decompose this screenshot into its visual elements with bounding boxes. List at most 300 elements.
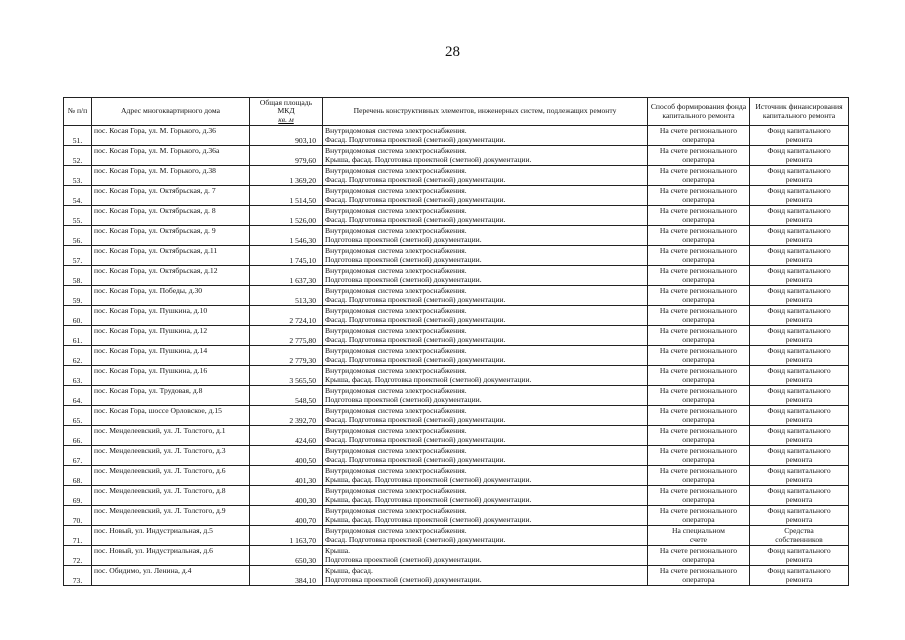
row-address: пос. Косая Гора, ул. Пушкина, д.14 [92,346,250,366]
row-area: 1 637,30 [250,266,323,286]
row-number: 60. [64,306,92,326]
row-works-line-2: Фасад. Подготовка проектной (сметной) документации. [325,135,506,145]
row-fund [648,426,750,446]
row-number: 70. [64,506,92,526]
row-works [323,506,648,526]
row-area: 1 546,30 [250,226,323,246]
row-number: 66. [64,426,92,446]
header-area-unit: кв. м [278,114,294,124]
table-row [64,126,849,146]
row-source-line-1: Фонд капитального [767,466,831,475]
row-fund [648,126,750,146]
row-works-line-1: Внутридомовая система электроснабжения. [325,166,467,175]
row-works-line-1: Внутридомовая система электроснабжения. [325,486,467,495]
row-area: 2 392,70 [250,406,323,426]
row-works-line-2: Фасад. Подготовка проектной (сметной) документации. [325,195,506,205]
row-number: 64. [64,386,92,406]
row-works-line-1: Внутридомовая система электроснабжения. [325,206,467,215]
row-area: 3 565,50 [250,366,323,386]
row-fund-line-1: На счете регионального [659,386,738,395]
row-fund-line-1: На счете регионального [659,306,738,315]
row-source-line-1: Средства [784,526,814,535]
row-source-line-1: Фонд капитального [767,306,831,315]
row-fund [648,306,750,326]
row-area: 979,60 [250,146,323,166]
repair-register-table [63,97,849,586]
row-fund-line-1: На счете регионального [659,346,738,355]
row-area: 401,30 [250,466,323,486]
row-works [323,186,648,206]
row-fund-line-2: оператора [682,355,715,365]
row-source [750,186,849,206]
row-number: 57. [64,246,92,266]
row-fund-line-2: оператора [682,555,715,565]
row-address: пос. Косая Гора, ул. Пушкина, д.12 [92,326,250,346]
row-source-line-2: ремонта [785,135,813,145]
row-area: 548,50 [250,386,323,406]
row-source-line-2: ремонта [785,495,813,505]
row-works [323,386,648,406]
row-area: 1 745,10 [250,246,323,266]
row-works-line-1: Внутридомовая система электроснабжения. [325,446,467,455]
page-number: 28 [445,44,460,60]
row-area: 1 369,20 [250,166,323,186]
row-source [750,486,849,506]
row-source-line-1: Фонд капитального [767,206,831,215]
row-fund-line-2: оператора [682,455,715,465]
table-row [64,386,849,406]
row-number: 56. [64,226,92,246]
table-row [64,546,849,566]
table-row [64,246,849,266]
row-number: 72. [64,546,92,566]
row-number: 52. [64,146,92,166]
row-fund-line-1: На счете регионального [659,486,738,495]
row-source-line-1: Фонд капитального [767,366,831,375]
row-source [750,546,849,566]
row-fund-line-2: оператора [682,475,715,485]
row-works-line-1: Внутридомовая система электроснабжения. [325,346,467,355]
table-row [64,146,849,166]
row-address: пос. Косая Гора, ул. Октябрьская, д. 9 [92,226,250,246]
row-source [750,306,849,326]
row-number: 63. [64,366,92,386]
row-fund-line-2: оператора [682,195,715,205]
row-address: пос. Менделеевский, ул. Л. Толстого, д.9 [92,506,250,526]
row-works [323,146,648,166]
row-area: 400,70 [250,506,323,526]
row-source-line-1: Фонд капитального [767,426,831,435]
row-area: 1 163,70 [250,526,323,546]
row-source-line-1: Фонд капитального [767,326,831,335]
row-works-line-1: Внутридомовая система электроснабжения. [325,146,467,155]
row-fund [648,526,750,546]
row-source-line-2: ремонта [785,235,813,245]
row-works [323,446,648,466]
row-works-line-2: Подготовка проектной (сметной) документации. [325,235,482,245]
row-source [750,566,849,586]
row-number: 65. [64,406,92,426]
row-area: 513,30 [250,286,323,306]
header-fund: Способ формирования фонда капитального ремонта [648,98,750,126]
row-address: пос. Косая Гора, ул. Октябрьская, д. 7 [92,186,250,206]
row-fund [648,146,750,166]
row-works [323,566,648,586]
row-works-line-2: Фасад. Подготовка проектной (сметной) документации. [325,535,506,545]
table-row [64,506,849,526]
row-source [750,366,849,386]
row-area: 1 514,50 [250,186,323,206]
row-area: 2 775,80 [250,326,323,346]
row-fund-line-2: оператора [682,155,715,165]
row-works-line-1: Внутридомовая система электроснабжения. [325,126,467,135]
row-works-line-2: Подготовка проектной (сметной) документации. [325,255,482,265]
table-row [64,366,849,386]
row-works [323,546,648,566]
row-area: 400,30 [250,486,323,506]
row-works-line-1: Внутридомовая система электроснабжения. [325,526,467,535]
row-fund [648,486,750,506]
row-works-line-2: Фасад. Подготовка проектной (сметной) документации. [325,315,506,325]
row-fund-line-1: На счете регионального [659,146,738,155]
row-source [750,346,849,366]
row-source-line-1: Фонд капитального [767,386,831,395]
table-header-row [64,98,849,126]
row-fund-line-1: На счете регионального [659,326,738,335]
row-number: 54. [64,186,92,206]
row-fund-line-1: На счете регионального [659,546,738,555]
row-number: 73. [64,566,92,586]
row-works [323,266,648,286]
row-address: пос. Обидимо, ул. Ленина, д.4 [92,566,250,586]
row-area: 2 779,30 [250,346,323,366]
row-number: 59. [64,286,92,306]
row-works-line-2: Крыша, фасад. Подготовка проектной (сметной) документации. [325,375,532,385]
row-area: 1 526,00 [250,206,323,226]
row-number: 71. [64,526,92,546]
row-works-line-2: Фасад. Подготовка проектной (сметной) документации. [325,175,506,185]
row-source-line-1: Фонд капитального [767,226,831,235]
row-source-line-1: Фонд капитального [767,146,831,155]
row-fund-line-2: оператора [682,375,715,385]
row-works-line-2: Фасад. Подготовка проектной (сметной) документации. [325,415,506,425]
row-number: 67. [64,446,92,466]
row-source [750,286,849,306]
row-fund-line-2: оператора [682,235,715,245]
row-source [750,146,849,166]
header-works: Перечень конструктивных элементов, инженерных систем, подлежащих ремонту [323,98,648,126]
row-address: пос. Косая Гора, ул. М. Горького, д.36а [92,146,250,166]
row-source [750,446,849,466]
row-fund-line-2: оператора [682,435,715,445]
row-works-line-1: Внутридомовая система электроснабжения. [325,326,467,335]
row-works-line-1: Крыша, фасад. [325,566,373,575]
row-works [323,326,648,346]
row-works [323,466,648,486]
row-fund-line-2: оператора [682,135,715,145]
row-source [750,266,849,286]
row-address: пос. Косая Гора, ул. М. Горького, д.38 [92,166,250,186]
row-address: пос. Косая Гора, ул. Октябрьская, д.12 [92,266,250,286]
row-source-line-1: Фонд капитального [767,266,831,275]
row-source-line-1: Фонд капитального [767,126,831,135]
row-source [750,386,849,406]
row-fund [648,246,750,266]
row-area: 903,10 [250,126,323,146]
row-source-line-1: Фонд капитального [767,546,831,555]
row-source [750,426,849,446]
row-fund-line-2: оператора [682,495,715,505]
row-address: пос. Косая Гора, ул. Пушкина, д.10 [92,306,250,326]
row-fund-line-1: На счете регионального [659,126,738,135]
row-works-line-2: Крыша, фасад. Подготовка проектной (сметной) документации. [325,495,532,505]
row-source [750,206,849,226]
table-row [64,166,849,186]
row-source [750,406,849,426]
row-works-line-2: Подготовка проектной (сметной) документации. [325,555,482,565]
row-works-line-1: Внутридомовая система электроснабжения. [325,306,467,315]
table-row [64,286,849,306]
row-fund [648,546,750,566]
row-fund-line-2: оператора [682,515,715,525]
row-fund-line-2: оператора [682,395,715,405]
row-fund [648,166,750,186]
row-source-line-1: Фонд капитального [767,186,831,195]
row-source [750,506,849,526]
row-works-line-2: Подготовка проектной (сметной) документации. [325,575,482,585]
row-fund [648,346,750,366]
row-works-line-2: Фасад. Подготовка проектной (сметной) документации. [325,455,506,465]
row-works [323,206,648,226]
row-fund-line-1: На счете регионального [659,406,738,415]
row-fund-line-2: оператора [682,175,715,185]
row-address: пос. Косая Гора, ул. Победы, д.30 [92,286,250,306]
row-fund [648,466,750,486]
row-source-line-2: ремонта [785,575,813,585]
row-address: пос. Косая Гора, ул. М. Горького, д.36 [92,126,250,146]
row-area: 400,50 [250,446,323,466]
row-fund-line-2: оператора [682,335,715,345]
row-source-line-1: Фонд капитального [767,566,831,575]
table-row [64,406,849,426]
row-works-line-1: Крыша. [325,546,351,555]
row-source-line-2: ремонта [785,355,813,365]
row-works-line-1: Внутридомовая система электроснабжения. [325,186,467,195]
row-source-line-1: Фонд капитального [767,166,831,175]
table-body [64,126,849,586]
row-source [750,126,849,146]
row-works [323,126,648,146]
row-source-line-2: ремонта [785,275,813,285]
row-fund-line-2: оператора [682,275,715,285]
row-fund-line-1: На счете регионального [659,566,738,575]
row-works-line-2: Крыша, фасад. Подготовка проектной (сметной) документации. [325,515,532,525]
table-row [64,486,849,506]
row-source-line-1: Фонд капитального [767,486,831,495]
row-source-line-2: ремонта [785,435,813,445]
row-source-line-1: Фонд капитального [767,406,831,415]
row-works-line-1: Внутридомовая система электроснабжения. [325,386,467,395]
header-address: Адрес многоквартирного дома [92,98,250,126]
row-works [323,426,648,446]
row-works-line-2: Подготовка проектной (сметной) документации. [325,275,482,285]
row-source-line-1: Фонд капитального [767,286,831,295]
row-address: пос. Косая Гора, ул. Пушкина, д.16 [92,366,250,386]
row-address: пос. Менделеевский, ул. Л. Толстого, д.8 [92,486,250,506]
row-fund-line-1: На специальном [672,526,725,535]
row-works [323,366,648,386]
row-fund-line-2: оператора [682,255,715,265]
table-row [64,186,849,206]
row-number: 53. [64,166,92,186]
row-fund-line-2: оператора [682,415,715,425]
row-fund-line-1: На счете регионального [659,226,738,235]
row-works [323,286,648,306]
row-number: 58. [64,266,92,286]
row-source-line-1: Фонд капитального [767,506,831,515]
row-works [323,346,648,366]
table-row [64,426,849,446]
row-source-line-2: ремонта [785,515,813,525]
row-works [323,306,648,326]
row-address: пос. Косая Гора, ул. Октябрьская, д. 8 [92,206,250,226]
row-works-line-2: Фасад. Подготовка проектной (сметной) документации. [325,215,506,225]
row-source [750,226,849,246]
row-address: пос. Новый, ул. Индустриальная, д.5 [92,526,250,546]
row-works-line-1: Внутридомовая система электроснабжения. [325,366,467,375]
row-works [323,166,648,186]
table-row [64,466,849,486]
row-fund [648,266,750,286]
row-works [323,226,648,246]
row-source [750,166,849,186]
row-works-line-1: Внутридомовая система электроснабжения. [325,246,467,255]
row-fund-line-1: На счете регионального [659,426,738,435]
header-source: Источник финансирования капитального ремонта [750,98,849,126]
row-fund-line-2: оператора [682,575,715,585]
row-fund [648,286,750,306]
row-source-line-2: ремонта [785,555,813,565]
row-number: 51. [64,126,92,146]
row-works-line-2: Крыша, фасад. Подготовка проектной (сметной) документации. [325,155,532,165]
row-source-line-2: собственников [775,535,823,545]
row-fund-line-1: На счете регионального [659,166,738,175]
row-works-line-2: Фасад. Подготовка проектной (сметной) документации. [325,335,506,345]
row-source-line-1: Фонд капитального [767,446,831,455]
row-works [323,246,648,266]
header-area-label: Общая площадь МКД [259,97,313,116]
row-source-line-1: Фонд капитального [767,246,831,255]
row-source-line-2: ремонта [785,395,813,405]
row-fund-line-1: На счете регионального [659,246,738,255]
row-source-line-2: ремонта [785,155,813,165]
row-works [323,486,648,506]
row-source-line-2: ремонта [785,415,813,425]
row-fund [648,446,750,466]
row-area: 2 724,10 [250,306,323,326]
row-source-line-2: ремонта [785,295,813,305]
header-area [250,98,323,126]
row-fund [648,206,750,226]
row-works-line-1: Внутридомовая система электроснабжения. [325,466,467,475]
row-fund [648,386,750,406]
row-works-line-1: Внутридомовая система электроснабжения. [325,506,467,515]
row-works-line-2: Подготовка проектной (сметной) документации. [325,395,482,405]
row-address: пос. Новый, ул. Индустриальная, д.6 [92,546,250,566]
row-source-line-2: ремонта [785,335,813,345]
row-fund [648,406,750,426]
row-fund [648,506,750,526]
row-fund-line-2: оператора [682,315,715,325]
header-num: № п/п [64,98,92,126]
row-address: пос. Менделеевский, ул. Л. Толстого, д.1 [92,426,250,446]
row-number: 68. [64,466,92,486]
row-fund [648,226,750,246]
row-fund [648,566,750,586]
table-row [64,346,849,366]
row-area: 424,60 [250,426,323,446]
row-works-line-2: Фасад. Подготовка проектной (сметной) документации. [325,435,506,445]
row-fund-line-1: На счете регионального [659,286,738,295]
row-source [750,466,849,486]
row-address: пос. Косая Гора, ул. Октябрьская, д.11 [92,246,250,266]
row-number: 62. [64,346,92,366]
row-source-line-1: Фонд капитального [767,346,831,355]
row-works-line-1: Внутридомовая система электроснабжения. [325,426,467,435]
row-fund-line-1: На счете регионального [659,266,738,275]
row-fund-line-1: На счете регионального [659,466,738,475]
row-works-line-2: Фасад. Подготовка проектной (сметной) документации. [325,295,506,305]
table-row [64,306,849,326]
row-area: 650,30 [250,546,323,566]
row-fund-line-2: оператора [682,295,715,305]
row-number: 61. [64,326,92,346]
row-address: пос. Менделеевский, ул. Л. Толстого, д.3 [92,446,250,466]
row-fund-line-1: На счете регионального [659,366,738,375]
row-works-line-1: Внутридомовая система электроснабжения. [325,266,467,275]
row-address: пос. Косая Гора, шоссе Орловское, д.15 [92,406,250,426]
table-row [64,226,849,246]
row-works-line-2: Крыша, фасад. Подготовка проектной (сметной) документации. [325,475,532,485]
row-fund-line-1: На счете регионального [659,506,738,515]
row-fund-line-1: На счете регионального [659,186,738,195]
row-source-line-2: ремонта [785,375,813,385]
row-number: 69. [64,486,92,506]
row-address: пос. Менделеевский, ул. Л. Толстого, д.6 [92,466,250,486]
row-works-line-1: Внутридомовая система электроснабжения. [325,286,467,295]
row-source-line-2: ремонта [785,215,813,225]
row-source-line-2: ремонта [785,195,813,205]
row-fund-line-2: оператора [682,215,715,225]
row-fund [648,186,750,206]
row-area: 384,10 [250,566,323,586]
row-source-line-2: ремонта [785,175,813,185]
row-number: 55. [64,206,92,226]
row-works [323,526,648,546]
row-source-line-2: ремонта [785,255,813,265]
row-fund-line-1: На счете регионального [659,206,738,215]
table-row [64,526,849,546]
table-row [64,266,849,286]
row-fund-line-1: На счете регионального [659,446,738,455]
table-row [64,206,849,226]
row-fund [648,366,750,386]
row-source-line-2: ремонта [785,475,813,485]
row-works-line-1: Внутридомовая система электроснабжения. [325,226,467,235]
row-source-line-2: ремонта [785,315,813,325]
row-fund-line-2: счете [689,535,708,545]
row-source [750,326,849,346]
